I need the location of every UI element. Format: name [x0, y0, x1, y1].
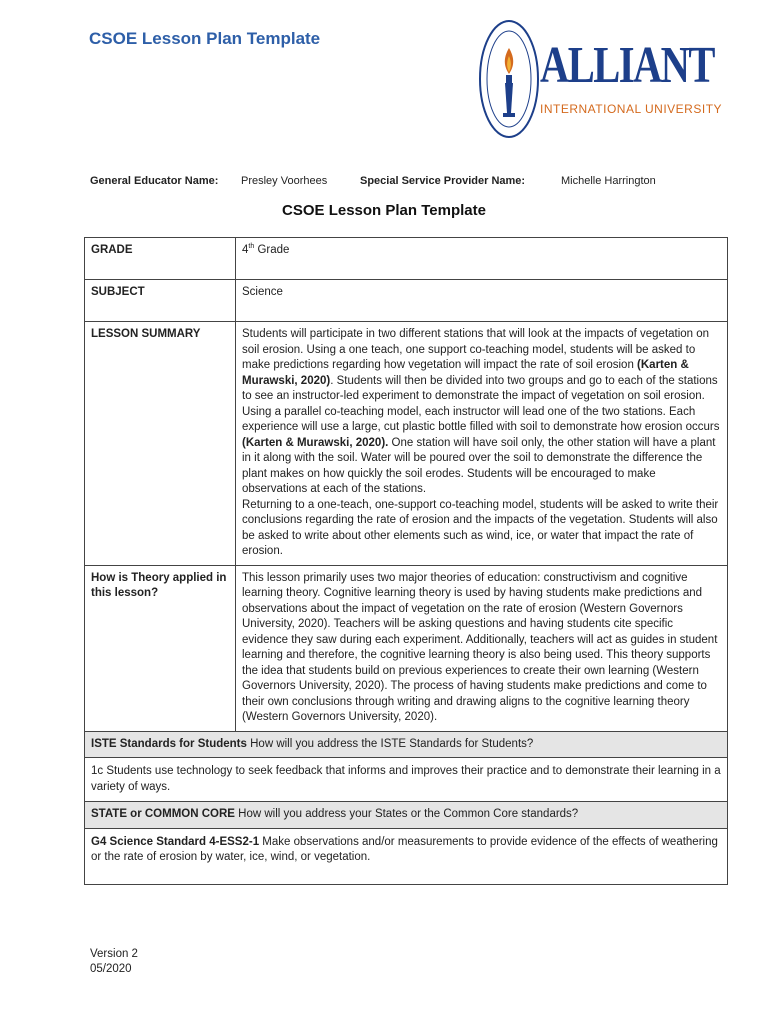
special-provider-label: Special Service Provider Name: [360, 175, 526, 187]
university-seal-icon [478, 18, 540, 140]
lesson-plan-table [84, 237, 728, 885]
summary-label: LESSON SUMMARY [85, 322, 236, 566]
logo-subtitle: INTERNATIONAL UNIVERSITY [540, 102, 723, 116]
grade-value: 4th Grade [236, 238, 728, 280]
grade-row [85, 238, 728, 280]
state-heading: STATE or COMMON CORE How will you address your States or the Common Core standards? [85, 802, 728, 829]
iste-content-row [85, 758, 728, 802]
subject-label: SUBJECT [85, 280, 236, 322]
footer [90, 947, 138, 977]
grade-label: GRADE [85, 238, 236, 280]
state-standard: G4 Science Standard 4-ESS2-1 Make observations and/or measurements to provide evidence of the effects of weathering or the rate of erosion by water, ice, wind, or vegetation. [85, 828, 728, 884]
iste-text: 1c Students use technology to seek feedback that informs and improves their practice and to demonstrate their learning in a variety of ways. [85, 758, 728, 802]
alliant-logo [478, 18, 723, 140]
state-heading-row [85, 802, 728, 829]
iste-heading: ISTE Standards for Students How will you address the ISTE Standards for Students? [85, 731, 728, 758]
subject-row [85, 280, 728, 322]
iste-heading-row [85, 731, 728, 758]
special-provider-value: Michelle Harrington [561, 175, 656, 187]
general-educator-value: Presley Voorhees [241, 175, 328, 187]
summary-row [85, 322, 728, 566]
logo-wordmark: ALLIANT [540, 37, 714, 94]
theory-row [85, 565, 728, 731]
theory-text: This lesson primarily uses two major theories of education: constructivism and cognitive learning theory. Cognitive learning theory is used by having students make predictions and observations about the impact of vegetation on the rate of erosion (Western Governors University, 2020). Teachers will be asking questions and having students cite specific evidence they saw during each experiment. Additionally, teachers will act as guides in student learning and therefore, the cognitive learning theory is also being used. This theory supports the idea that students build on previous experiences to create their own learning (Western Governors University, 2020). The process of having students make predictions and come to their own conclusions through writing and drawing aligns to the cognitive learning theory (Western Governors University, 2020). [236, 565, 728, 731]
document-title: CSOE Lesson Plan Template [282, 202, 486, 219]
version-date: 05/2020 [90, 963, 132, 975]
general-educator-label: General Educator Name: [90, 175, 219, 187]
version-label: Version 2 [90, 948, 138, 960]
subject-value: Science [236, 280, 728, 322]
state-content-row [85, 828, 728, 884]
theory-label: How is Theory applied in this lesson? [85, 565, 236, 731]
header-title: CSOE Lesson Plan Template [89, 29, 321, 48]
summary-text: Students will participate in two different stations that will look at the impacts of vegetation on soil erosion. Using a one teach, one support co-teaching model, students will be asked to make predictions regarding how vegetation will impact the rate of soil erosion (Karten & Murawski, 2020). Students will then be divided into two groups and go to each of the stations to see an instructor-led experiment to demonstrate the impact of vegetation on soil erosion. Using a parallel co-teaching model, each instructor will lead one of the two stations. Each experience will use a large, cut plastic bottle filled with soil to demonstrate how erosion occurs (Karten & Murawski, 2020). One station will have soil only, the other station will have a plant in it along with the soil. Water will be poured over the soil to demonstrate the difference the plant makes on how quickly the soil erodes. Students will be encouraged to make observations at each of the stations. Returning to a one-teach, one-support co-teaching model, students will be asked to write their conclusions regarding the rate of erosion and the impacts of the vegetation. Students will also be asked to write about other elements such as wind, ice, or water that impact the rate of erosion. [236, 322, 728, 566]
